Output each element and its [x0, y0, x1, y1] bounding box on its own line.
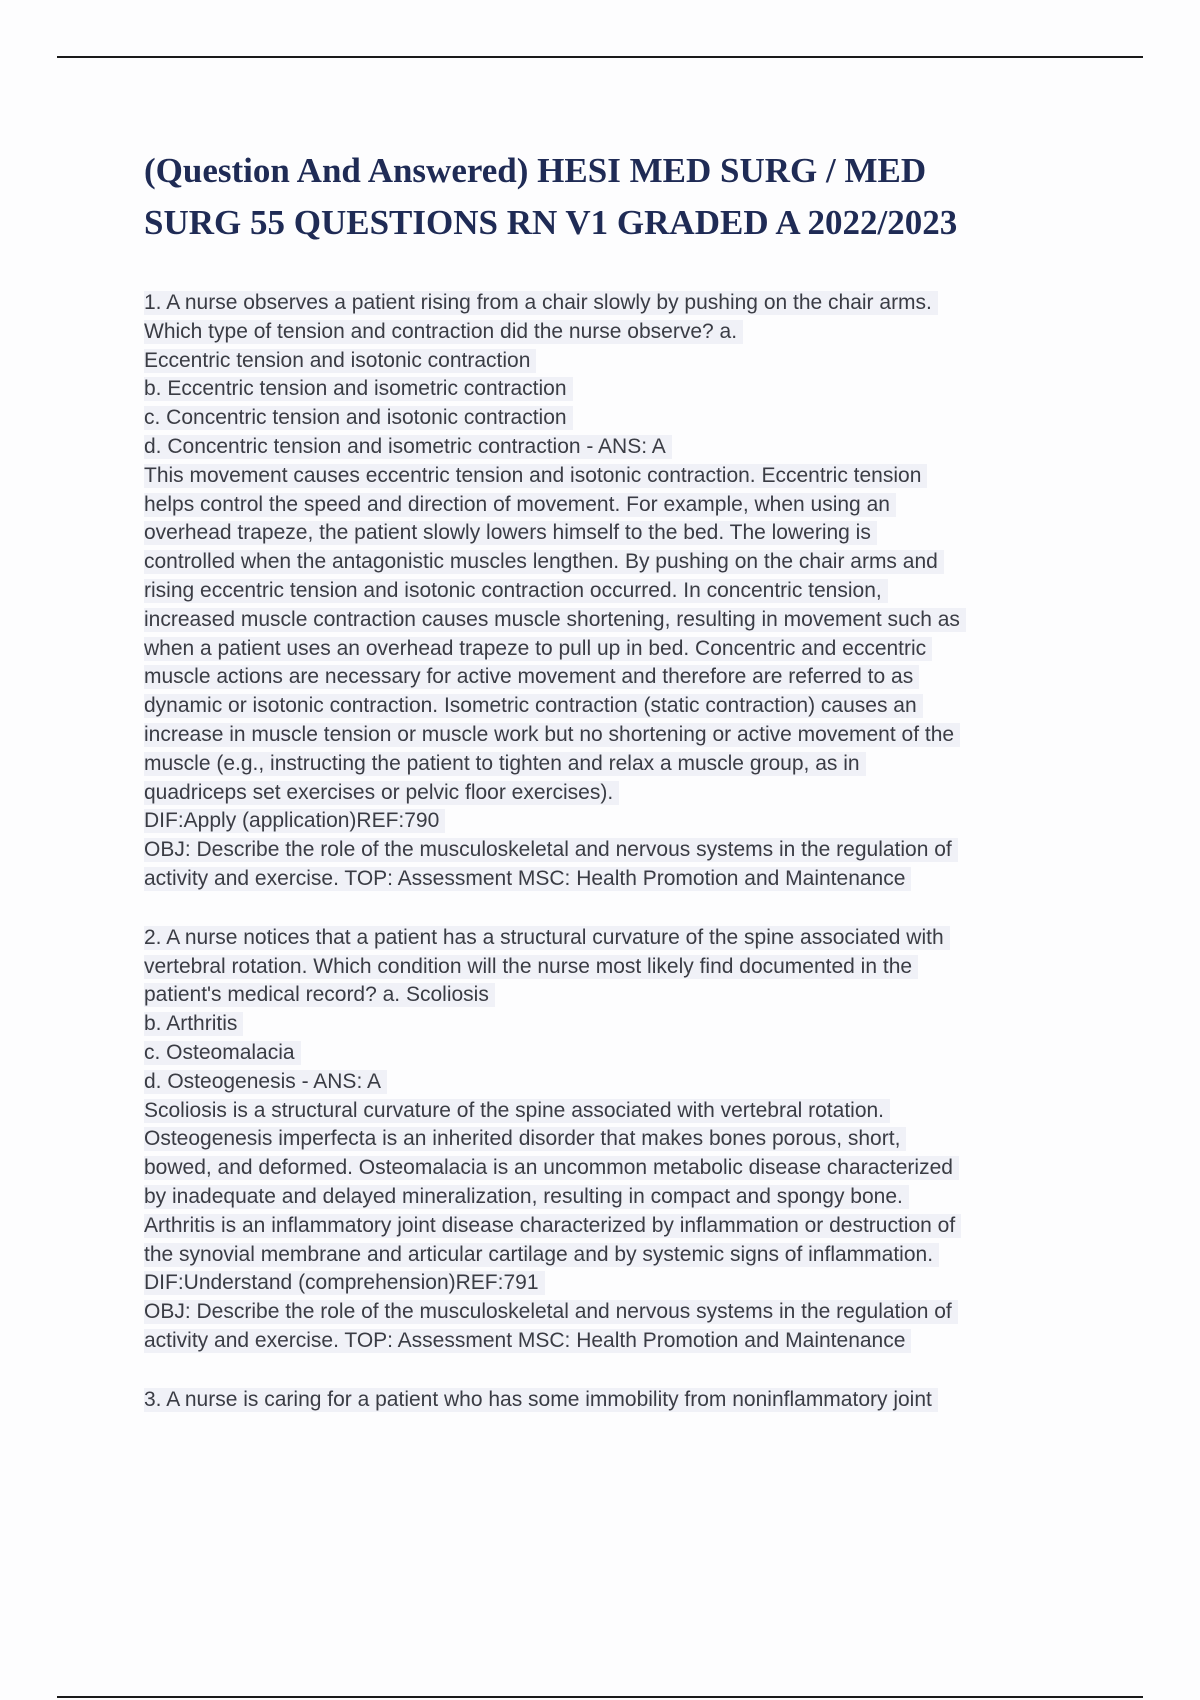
option-d-answer: d. Osteogenesis - ANS: A	[144, 1068, 1104, 1097]
objective-line: activity and exercise. TOP: Assessment MSC: Health Promotion and Maintenance	[144, 865, 1104, 894]
rationale-line: helps control the speed and direction of movement. For example, when using an	[144, 491, 1104, 520]
question-3	[144, 1386, 1104, 1415]
option-c: c. Osteomalacia	[144, 1039, 1104, 1068]
rationale-line: Osteogenesis imperfecta is an inherited disorder that makes bones porous, short,	[144, 1125, 1104, 1154]
option-a: patient's medical record? a. Scoliosis	[144, 981, 1104, 1010]
rationale-line: by inadequate and delayed mineralization, resulting in compact and spongy bone.	[144, 1183, 1104, 1212]
title-line: SURG 55 QUESTIONS RN V1 GRADED A 2022/2023	[144, 203, 958, 242]
option-b: b. Eccentric tension and isometric contraction	[144, 375, 1104, 404]
objective-line: activity and exercise. TOP: Assessment MSC: Health Promotion and Maintenance	[144, 1327, 1104, 1356]
rationale-line: increased muscle contraction causes muscle shortening, resulting in movement such as	[144, 606, 1104, 635]
rationale-line: Scoliosis is a structural curvature of the spine associated with vertebral rotation.	[144, 1097, 1104, 1126]
bottom-rule	[57, 1696, 1143, 1698]
rationale-line: overhead trapeze, the patient slowly lowers himself to the bed. The lowering is	[144, 519, 1104, 548]
rationale-line: muscle actions are necessary for active movement and therefore are referred to as	[144, 663, 1104, 692]
option-b: b. Arthritis	[144, 1010, 1104, 1039]
question-1	[144, 289, 1104, 894]
rationale-line: muscle (e.g., instructing the patient to tighten and relax a muscle group, as in	[144, 750, 1104, 779]
text-line: 2. A nurse notices that a patient has a structural curvature of the spine associated with	[144, 924, 1104, 953]
document-page	[144, 145, 1104, 1444]
rationale-line: the synovial membrane and articular cartilage and by systemic signs of inflammation.	[144, 1241, 1104, 1270]
objective-line: OBJ: Describe the role of the musculoskeletal and nervous systems in the regulation of	[144, 836, 1104, 865]
text-line: 3. A nurse is caring for a patient who has some immobility from noninflammatory joint	[144, 1386, 1104, 1415]
rationale-line: increase in muscle tension or muscle work but no shortening or active movement of the	[144, 721, 1104, 750]
question-2	[144, 924, 1104, 1356]
option-c: c. Concentric tension and isotonic contraction	[144, 404, 1104, 433]
text-line: Which type of tension and contraction did the nurse observe? a.	[144, 318, 1104, 347]
text-line: 1. A nurse observes a patient rising from a chair slowly by pushing on the chair arms.	[144, 289, 1104, 318]
dif-ref-line: DIF:Apply (application)REF:790	[144, 807, 1104, 836]
option-a: Eccentric tension and isotonic contraction	[144, 347, 1104, 376]
rationale-line: Arthritis is an inflammatory joint disease characterized by inflammation or destruction of	[144, 1212, 1104, 1241]
rationale-line: rising eccentric tension and isotonic contraction occurred. In concentric tension,	[144, 577, 1104, 606]
rationale-line: dynamic or isotonic contraction. Isometric contraction (static contraction) causes an	[144, 692, 1104, 721]
dif-ref-line: DIF:Understand (comprehension)REF:791	[144, 1269, 1104, 1298]
rationale-line: bowed, and deformed. Osteomalacia is an uncommon metabolic disease characterized	[144, 1154, 1104, 1183]
top-rule	[57, 56, 1143, 58]
title-line: (Question And Answered) HESI MED SURG / MED	[144, 151, 927, 190]
rationale-line: This movement causes eccentric tension and isotonic contraction. Eccentric tension	[144, 462, 1104, 491]
objective-line: OBJ: Describe the role of the musculoskeletal and nervous systems in the regulation of	[144, 1298, 1104, 1327]
option-d-answer: d. Concentric tension and isometric contraction - ANS: A	[144, 433, 1104, 462]
rationale-line: quadriceps set exercises or pelvic floor exercises).	[144, 779, 1104, 808]
rationale-line: when a patient uses an overhead trapeze to pull up in bed. Concentric and eccentric	[144, 635, 1104, 664]
text-line: vertebral rotation. Which condition will the nurse most likely find documented in the	[144, 953, 1104, 982]
document-title	[144, 145, 1044, 249]
rationale-line: controlled when the antagonistic muscles lengthen. By pushing on the chair arms and	[144, 548, 1104, 577]
